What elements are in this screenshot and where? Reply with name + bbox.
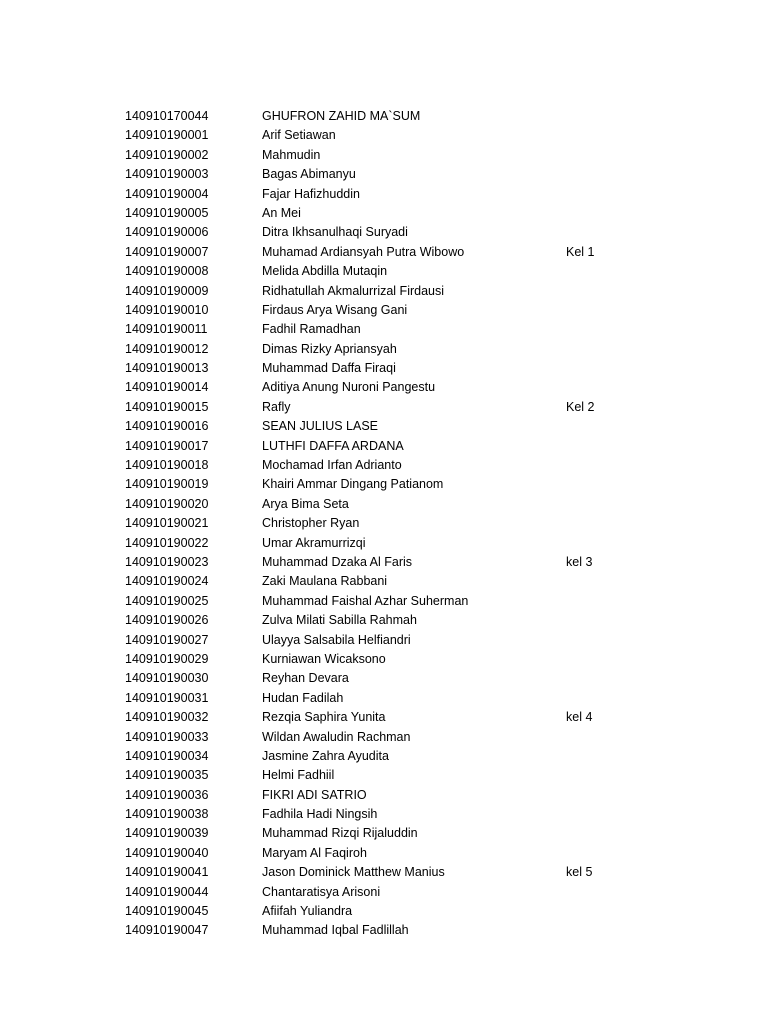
- student-id: 140910190019: [125, 477, 209, 492]
- student-id: 140910190027: [125, 632, 209, 647]
- student-name: Umar Akramurrizqi: [262, 535, 366, 550]
- student-name: Mahmudin: [262, 147, 321, 162]
- table-row: [0, 553, 768, 572]
- student-id: 140910190024: [125, 574, 209, 589]
- student-id: 140910190012: [125, 341, 209, 356]
- table-row: [0, 514, 768, 533]
- student-list: [0, 107, 768, 941]
- student-name: Arif Setiawan: [262, 128, 336, 143]
- table-row: [0, 146, 768, 165]
- table-row: [0, 475, 768, 494]
- student-id: 140910190010: [125, 302, 209, 317]
- table-row: [0, 669, 768, 688]
- table-row: [0, 359, 768, 378]
- table-row: [0, 223, 768, 242]
- student-name: Fadhil Ramadhan: [262, 322, 361, 337]
- student-name: Muhammad Faishal Azhar Suherman: [262, 593, 469, 608]
- student-id: 140910190014: [125, 380, 209, 395]
- student-id: 140910190039: [125, 826, 209, 841]
- table-row: [0, 747, 768, 766]
- student-name: GHUFRON ZAHID MA`SUM: [262, 109, 421, 123]
- student-name: SEAN JULIUS LASE: [262, 419, 379, 434]
- student-id: 140910190035: [125, 768, 209, 783]
- table-row: [0, 824, 768, 843]
- student-id: 140910190033: [125, 729, 209, 744]
- group-label: Kel 1: [566, 244, 595, 259]
- table-row: [0, 902, 768, 921]
- student-name: Rezqia Saphira Yunita: [262, 710, 386, 725]
- student-id: 140910190003: [125, 167, 209, 182]
- group-label: kel 5: [566, 865, 593, 880]
- student-id: 140910190029: [125, 651, 209, 666]
- table-row: [0, 204, 768, 223]
- student-name: Kurniawan Wicaksono: [262, 651, 386, 666]
- student-name: Zaki Maulana Rabbani: [262, 574, 388, 589]
- table-row: [0, 786, 768, 805]
- student-name: Arya Bima Seta: [262, 496, 349, 511]
- table-row: [0, 417, 768, 436]
- student-id: 140910190018: [125, 458, 209, 473]
- student-name: Helmi Fadhiil: [262, 768, 335, 783]
- student-name: LUTHFI DAFFA ARDANA: [262, 438, 404, 453]
- student-id: 140910190021: [125, 516, 209, 531]
- student-id: 140910190022: [125, 535, 209, 550]
- student-id: 140910190034: [125, 748, 209, 763]
- student-id: 140910190013: [125, 361, 209, 376]
- student-name: Muhammad Daffa Firaqi: [262, 361, 396, 376]
- student-name: Zulva Milati Sabilla Rahmah: [262, 613, 417, 628]
- student-id: 140910190006: [125, 225, 209, 240]
- student-name: Reyhan Devara: [262, 671, 349, 686]
- student-name: Rafly: [262, 399, 291, 414]
- student-name: Fajar Hafizhuddin: [262, 186, 360, 201]
- student-id: 140910190004: [125, 186, 209, 201]
- table-row: [0, 378, 768, 397]
- table-row: [0, 320, 768, 339]
- student-name: Firdaus Arya Wisang Gani: [262, 302, 408, 317]
- table-row: [0, 883, 768, 902]
- student-id: 140910190044: [125, 884, 209, 899]
- student-name: Muhammad Rizqi Rijaluddin: [262, 826, 418, 841]
- student-id: 140910190038: [125, 807, 209, 822]
- student-id: 140910190041: [125, 865, 209, 880]
- student-id: 140910190047: [125, 923, 209, 938]
- student-name: Bagas Abimanyu: [262, 167, 356, 182]
- student-id: 140910190007: [125, 244, 209, 259]
- table-row: [0, 863, 768, 882]
- student-name: Melida Abdilla Mutaqin: [262, 264, 388, 279]
- table-row: [0, 262, 768, 281]
- student-name: Jasmine Zahra Ayudita: [262, 748, 389, 763]
- table-row: [0, 282, 768, 301]
- student-name: Christopher Ryan: [262, 516, 360, 531]
- student-name: FIKRI ADI SATRIO: [262, 787, 367, 802]
- student-id: 140910190002: [125, 147, 209, 162]
- table-row: [0, 398, 768, 417]
- group-label: kel 3: [566, 554, 593, 569]
- student-id: 140910170044: [125, 109, 209, 123]
- student-name: Jason Dominick Matthew Manius: [262, 865, 445, 880]
- student-id: 140910190011: [125, 322, 208, 337]
- student-name: Maryam Al Faqiroh: [262, 845, 367, 860]
- student-name: An Mei: [262, 205, 301, 220]
- table-row: [0, 592, 768, 611]
- student-id: 140910190008: [125, 264, 209, 279]
- table-row: [0, 650, 768, 669]
- student-name: Ditra Ikhsanulhaqi Suryadi: [262, 225, 408, 240]
- table-row: [0, 340, 768, 359]
- student-name: Muhammad Iqbal Fadlillah: [262, 923, 409, 938]
- group-label: Kel 2: [566, 399, 595, 414]
- student-name: Wildan Awaludin Rachman: [262, 729, 411, 744]
- table-row: [0, 185, 768, 204]
- table-row: [0, 921, 768, 940]
- student-name: Aditiya Anung Nuroni Pangestu: [262, 380, 436, 395]
- table-row: [0, 165, 768, 184]
- table-row: [0, 805, 768, 824]
- table-row: [0, 844, 768, 863]
- table-row: [0, 126, 768, 145]
- table-row: [0, 631, 768, 650]
- student-name: Hudan Fadilah: [262, 690, 344, 705]
- student-id: 140910190031: [125, 690, 209, 705]
- student-id: 140910190025: [125, 593, 209, 608]
- table-row: [0, 456, 768, 475]
- student-id: 140910190017: [125, 438, 209, 453]
- table-row: [0, 243, 768, 262]
- student-name: Mochamad Irfan Adrianto: [262, 458, 402, 473]
- student-name: Muhamad Ardiansyah Putra Wibowo: [262, 244, 465, 259]
- student-id: 140910190005: [125, 205, 209, 220]
- student-id: 140910190032: [125, 710, 209, 725]
- table-row: [0, 611, 768, 630]
- table-row: [0, 534, 768, 553]
- student-name: Chantaratisya Arisoni: [262, 884, 381, 899]
- student-id: 140910190020: [125, 496, 209, 511]
- student-id: 140910190023: [125, 554, 209, 569]
- table-row: [0, 495, 768, 514]
- student-id: 140910190001: [125, 128, 209, 143]
- group-label: kel 4: [566, 710, 593, 725]
- student-id: 140910190045: [125, 904, 209, 919]
- table-row: [0, 708, 768, 727]
- student-name: Dimas Rizky Apriansyah: [262, 341, 397, 356]
- student-name: Fadhila Hadi Ningsih: [262, 807, 378, 822]
- student-id: 140910190040: [125, 845, 209, 860]
- student-id: 140910190036: [125, 787, 209, 802]
- table-row: [0, 107, 768, 126]
- table-row: [0, 437, 768, 456]
- student-id: 140910190009: [125, 283, 209, 298]
- student-id: 140910190026: [125, 613, 209, 628]
- table-row: [0, 766, 768, 785]
- student-id: 140910190015: [125, 399, 209, 414]
- student-name: Muhammad Dzaka Al Faris: [262, 554, 413, 569]
- student-id: 140910190030: [125, 671, 209, 686]
- student-id: 140910190016: [125, 419, 209, 434]
- student-name: Khairi Ammar Dingang Patianom: [262, 477, 444, 492]
- student-name: Ridhatullah Akmalurrizal Firdausi: [262, 283, 445, 298]
- table-row: [0, 572, 768, 591]
- student-name: Ulayya Salsabila Helfiandri: [262, 632, 411, 647]
- table-row: [0, 728, 768, 747]
- table-row: [0, 301, 768, 320]
- table-row: [0, 689, 768, 708]
- student-name: Afiifah Yuliandra: [262, 904, 353, 919]
